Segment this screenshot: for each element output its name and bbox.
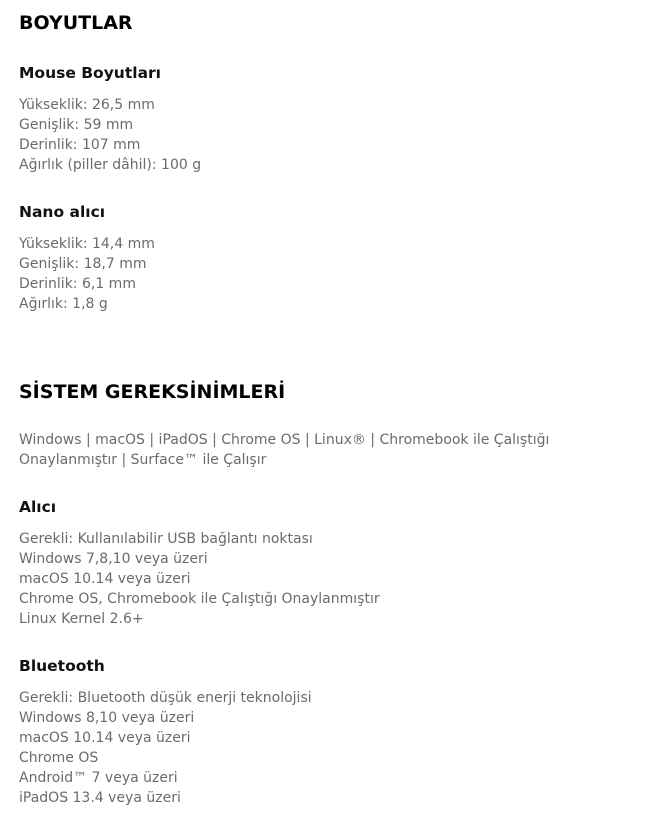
mouse-dimensions-heading: Mouse Boyutları bbox=[19, 64, 161, 82]
mouse-depth: Derinlik: 107 mm bbox=[19, 137, 141, 153]
bluetooth-requirement-item: Chrome OS bbox=[19, 750, 99, 766]
nano-depth: Derinlik: 6,1 mm bbox=[19, 276, 136, 292]
receiver-requirement-item: Gerekli: Kullanılabilir USB bağlantı noktası bbox=[19, 531, 313, 547]
bluetooth-requirements-list bbox=[19, 688, 312, 808]
nano-receiver-heading: Nano alıcı bbox=[19, 203, 106, 221]
receiver-requirement-item: Windows 7,8,10 veya üzeri bbox=[19, 551, 208, 567]
bluetooth-requirement-item: Gerekli: Bluetooth düşük enerji teknolojisi bbox=[19, 690, 312, 706]
mouse-dimensions-list bbox=[19, 95, 201, 175]
receiver-requirement-item: Linux Kernel 2.6+ bbox=[19, 611, 144, 627]
nano-receiver-dimensions-list bbox=[19, 234, 155, 314]
receiver-requirements-list bbox=[19, 529, 380, 629]
mouse-height: Yükseklik: 26,5 mm bbox=[19, 97, 155, 113]
bluetooth-heading: Bluetooth bbox=[19, 657, 105, 675]
bluetooth-requirement-item: Android™ 7 veya üzeri bbox=[19, 770, 178, 786]
bluetooth-requirement-item: macOS 10.14 veya üzeri bbox=[19, 730, 191, 746]
os-compatibility-text: Windows | macOS | iPadOS | Chrome OS | Linux® | Chromebook ile Çalıştığı Onaylanmıştır | Surface™ ile Çalışır bbox=[19, 432, 550, 468]
bluetooth-requirement-item: Windows 8,10 veya üzeri bbox=[19, 710, 195, 726]
nano-height: Yükseklik: 14,4 mm bbox=[19, 236, 155, 252]
mouse-weight: Ağırlık (piller dâhil): 100 g bbox=[19, 157, 202, 173]
nano-weight: Ağırlık: 1,8 g bbox=[19, 296, 108, 312]
dimensions-heading: BOYUTLAR bbox=[19, 12, 133, 34]
nano-width: Genişlik: 18,7 mm bbox=[19, 256, 147, 272]
system-requirements-heading: SİSTEM GEREKSİNİMLERİ bbox=[19, 381, 286, 403]
mouse-width: Genişlik: 59 mm bbox=[19, 117, 134, 133]
receiver-requirement-item: Chrome OS, Chromebook ile Çalıştığı Onaylanmıştır bbox=[19, 591, 380, 607]
receiver-requirement-item: macOS 10.14 veya üzeri bbox=[19, 571, 191, 587]
bluetooth-requirement-item: iPadOS 13.4 veya üzeri bbox=[19, 790, 181, 806]
receiver-heading: Alıcı bbox=[19, 498, 57, 516]
